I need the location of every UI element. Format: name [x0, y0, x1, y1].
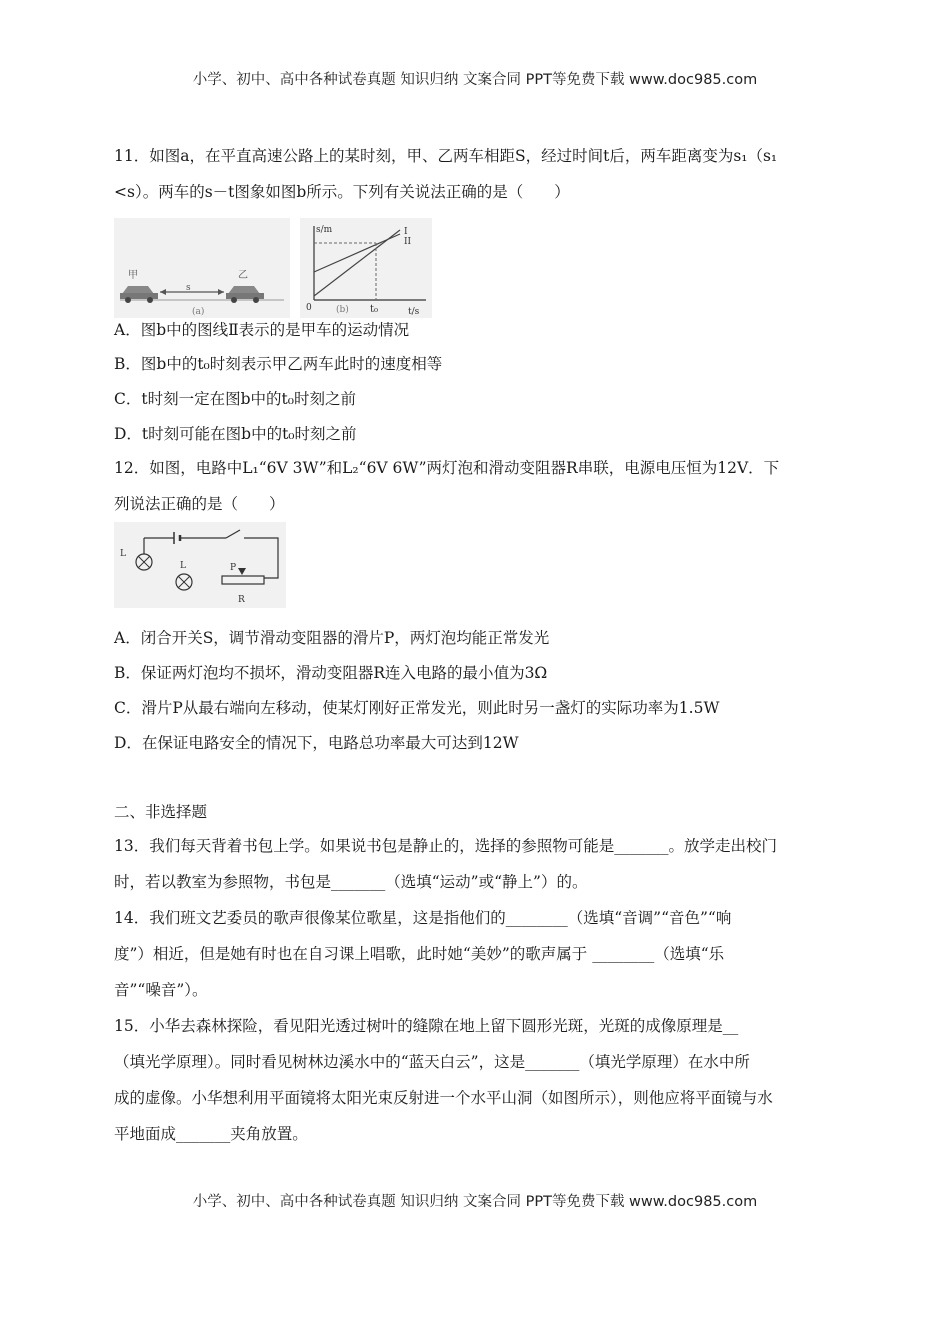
lamp-l2-label: L: [180, 561, 186, 571]
t0-label: t₀: [370, 304, 379, 315]
svg-text:s: s: [186, 283, 191, 293]
q13-line1: 13．我们每天背着书包上学。如果说书包是静止的，选择的参照物可能是_______。放学走出校门: [114, 837, 777, 855]
q11-option-c: C．t时刻一定在图b中的t₀时刻之前: [114, 390, 356, 408]
figure-a-caption: (a): [192, 307, 205, 317]
cars-diagram: [114, 218, 290, 318]
q15-line2: （填光学原理）。同时看见树林边溪水中的“蓝天白云”，这是_______（填光学原理）在水中所: [114, 1053, 750, 1071]
q14-line2: 度”）相近，但是她有时也在自习课上唱歌，此时她“美妙”的歌声属于 ________（选填“乐: [114, 945, 725, 963]
q12-option-a: A．闭合开关S，调节滑动变阻器的滑片P，两灯泡均能正常发光: [114, 629, 550, 647]
slider-p-icon: [238, 568, 246, 575]
q15-line3: 成的虚像。小华想利用平面镜将太阳光束反射进一个水平山洞（如图所示），则他应将平面镜与水: [114, 1089, 773, 1107]
q14-line3: 音”“噪音”）。: [114, 981, 208, 999]
q15-line1: 15．小华去森林探险，看见阳光透过树叶的缝隙在地上留下圆形光斑，光斑的成像原理是__: [114, 1017, 739, 1035]
line-II-label: II: [404, 237, 412, 247]
car-yi-label: 乙: [238, 270, 248, 281]
q14-line1: 14．我们班文艺委员的歌声很像某位歌星，这是指他们的________（选填“音调”“音色”“响: [114, 909, 732, 927]
page-footer: 小学、初中、高中各种试卷真题 知识归纳 文案合同 PPT等免费下载 www.doc985.com: [192, 1194, 758, 1210]
switch-icon: [226, 530, 240, 538]
q12-option-d: D．在保证电路安全的情况下，电路总功率最大可达到12W: [114, 734, 519, 752]
q11-stem-line2: <s）。两车的s－t图象如图b所示。下列有关说法正确的是（ ）: [114, 183, 570, 201]
q13-line2: 时，若以教室为参照物，书包是_______（选填“运动”或“静上”）的。: [114, 873, 588, 891]
q12-circuit-figure: [114, 522, 286, 608]
q12-option-b: B．保证两灯泡均不损坏，滑动变阻器R连入电路的最小值为3Ω: [114, 664, 548, 682]
q12-stem-line2: 列说法正确的是（ ）: [114, 495, 285, 513]
q11-option-d: D．t时刻可能在图b中的t₀时刻之前: [114, 425, 357, 443]
figure-b-caption: (b): [336, 305, 349, 315]
section-heading: 二、非选择题: [114, 803, 208, 821]
q12-option-c: C．滑片P从最右端向左移动，使某灯刚好正常发光，则此时另一盏灯的实际功率为1.5W: [114, 699, 720, 717]
q11-option-a: A．图b中的图线Ⅱ表示的是甲车的运动情况: [114, 321, 410, 339]
graph-line-II: [314, 230, 400, 296]
q11-option-b: B．图b中的t₀时刻表示甲乙两车此时的速度相等: [114, 355, 443, 373]
y-axis-label: s/m: [316, 225, 333, 235]
origin-label: 0: [306, 303, 312, 313]
q12-stem-line1: 12．如图，电路中L₁“6V 3W”和L₂“6V 6W”两灯泡和滑动变阻器R串联，电源电压恒为12V．下: [114, 459, 780, 477]
car-jia-label: 甲: [128, 270, 138, 281]
rheostat-icon: [222, 576, 264, 584]
q11-figure-a: [114, 218, 290, 318]
q11-figure-b: [300, 218, 432, 318]
q11-stem-line1: 11．如图a，在平直高速公路上的某时刻，甲、乙两车相距S，经过时间t后，两车距离变为s₁（s₁: [114, 147, 778, 165]
circuit-diagram: [114, 522, 286, 608]
q15-line4: 平地面成_______夹角放置。: [114, 1125, 308, 1143]
page-header: 小学、初中、高中各种试卷真题 知识归纳 文案合同 PPT等免费下载 www.doc985.com: [192, 72, 758, 88]
st-graph: [300, 218, 432, 318]
slider-p-label: P: [230, 563, 237, 573]
line-I-label: I: [404, 227, 408, 237]
lamp-l1-label: L: [120, 549, 126, 559]
rheostat-label: R: [238, 595, 245, 605]
x-axis-label: t/s: [408, 307, 420, 317]
